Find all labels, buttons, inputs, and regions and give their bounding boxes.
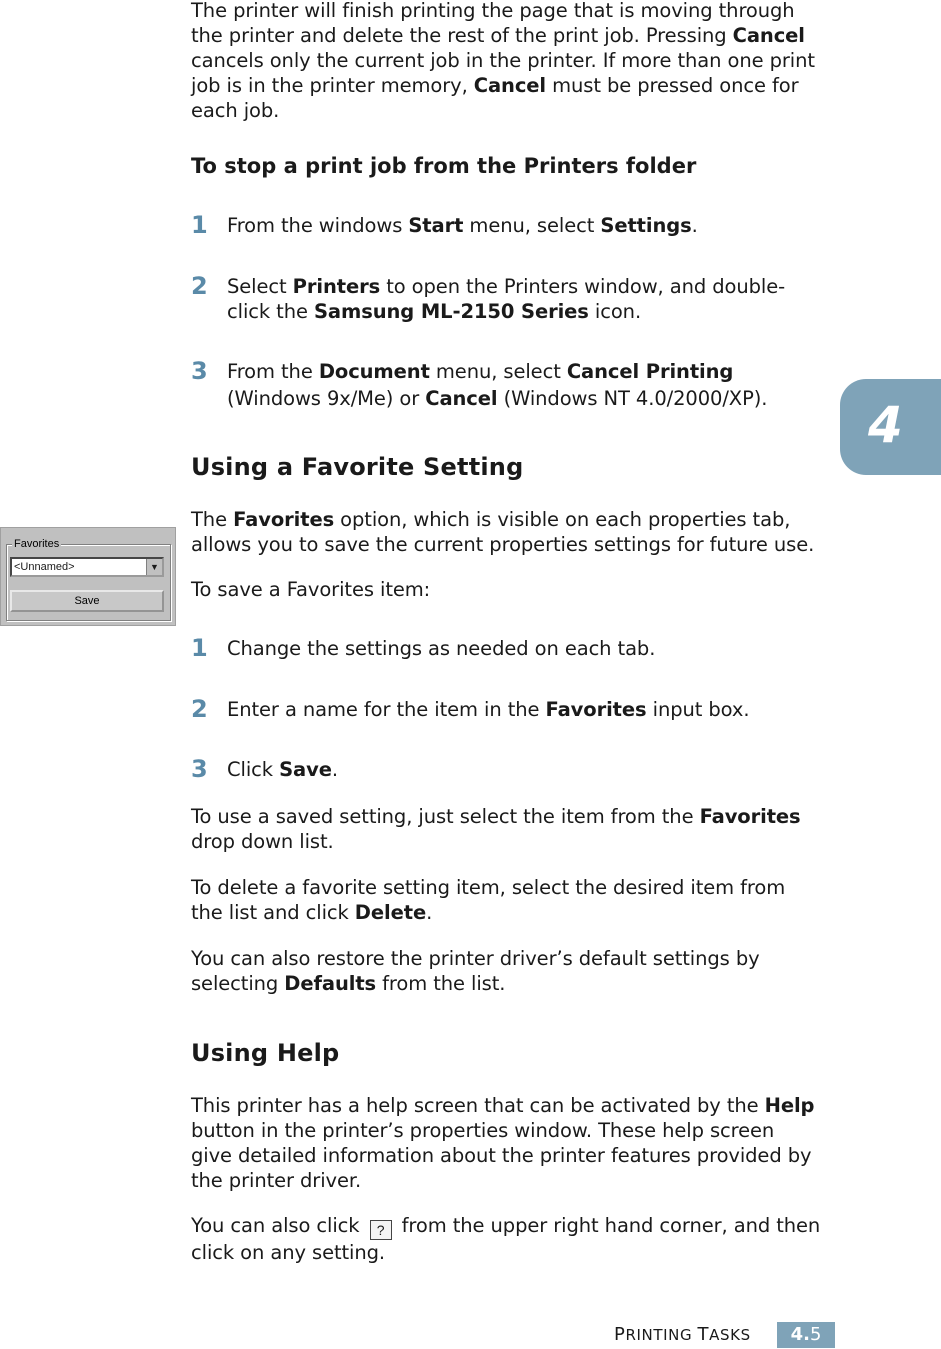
step-number: 3 <box>191 755 208 783</box>
favorite-intro-paragraph: The Favorites option, which is visible on each properties tab, allows you to save the current properties settings for future use. <box>191 508 815 556</box>
intro-line: each job. <box>191 99 280 122</box>
favorites-save-button[interactable]: Save <box>10 590 164 612</box>
stop-section-heading: To stop a print job from the Printers folder <box>191 154 697 178</box>
favorites-group <box>6 538 171 621</box>
help-section-heading: Using Help <box>191 1039 340 1067</box>
favorites-dropdown-value: <Unnamed> <box>14 561 75 573</box>
favorite-step-3: Click Save. <box>227 758 338 781</box>
stop-step-2: Select Printers to open the Printers window, and double- click the Samsung ML-2150 Series icon. <box>227 275 786 323</box>
step-number: 2 <box>191 695 208 723</box>
favorite-step-1: Change the settings as needed on each tab. <box>227 637 656 660</box>
favorites-panel <box>0 527 176 626</box>
intro-line: The printer will finish printing the page that is moving through <box>191 0 795 22</box>
intro-line: the printer and delete the rest of the print job. Pressing Cancel <box>191 24 805 47</box>
step-number: 2 <box>191 272 208 300</box>
dropdown-arrow-icon[interactable]: ▼ <box>146 559 162 575</box>
step-number: 1 <box>191 634 208 662</box>
favorites-dropdown[interactable] <box>10 557 164 577</box>
favorite-delete-paragraph: To delete a favorite setting item, select the desired item from the list and click Delete. <box>191 876 786 924</box>
favorites-group-label: Favorites <box>14 538 60 550</box>
step-number: 3 <box>191 357 208 385</box>
help-click-paragraph: You can also click ? from the upper right hand corner, and then click on any setting. <box>191 1214 821 1264</box>
intro-line: job is in the printer memory, Cancel must be pressed once for <box>191 74 799 97</box>
step-number: 1 <box>191 211 208 239</box>
page-number: 4.5 <box>777 1322 835 1348</box>
favorite-defaults-paragraph: You can also restore the printer driver’s default settings by selecting Defaults from the list. <box>191 947 760 995</box>
intro-line: cancels only the current job in the printer. If more than one print <box>191 49 815 72</box>
favorite-section-heading: Using a Favorite Setting <box>191 453 524 481</box>
stop-step-3: From the Document menu, select Cancel Printing (Windows 9x/Me) or Cancel (Windows NT 4.0/2000/XP). <box>227 360 768 410</box>
favorite-use-paragraph: To use a saved setting, just select the item from the Favorites drop down list. <box>191 805 801 853</box>
stop-step-1: From the windows Start menu, select Settings. <box>227 214 698 237</box>
intro-paragraph <box>191 0 831 123</box>
favorite-step-2: Enter a name for the item in the Favorites input box. <box>227 698 750 721</box>
favorite-save-intro: To save a Favorites item: <box>191 578 431 601</box>
footer-section-label: PRINTING TASKS <box>614 1324 751 1345</box>
chapter-tab <box>840 379 941 475</box>
chapter-number: 4 <box>868 396 903 454</box>
help-question-icon[interactable]: ? <box>370 1220 392 1240</box>
help-paragraph: This printer has a help screen that can be activated by the Help button in the printer’s properties window. These help screen give detailed information about the printer features provided by the printer driver. <box>191 1094 815 1192</box>
